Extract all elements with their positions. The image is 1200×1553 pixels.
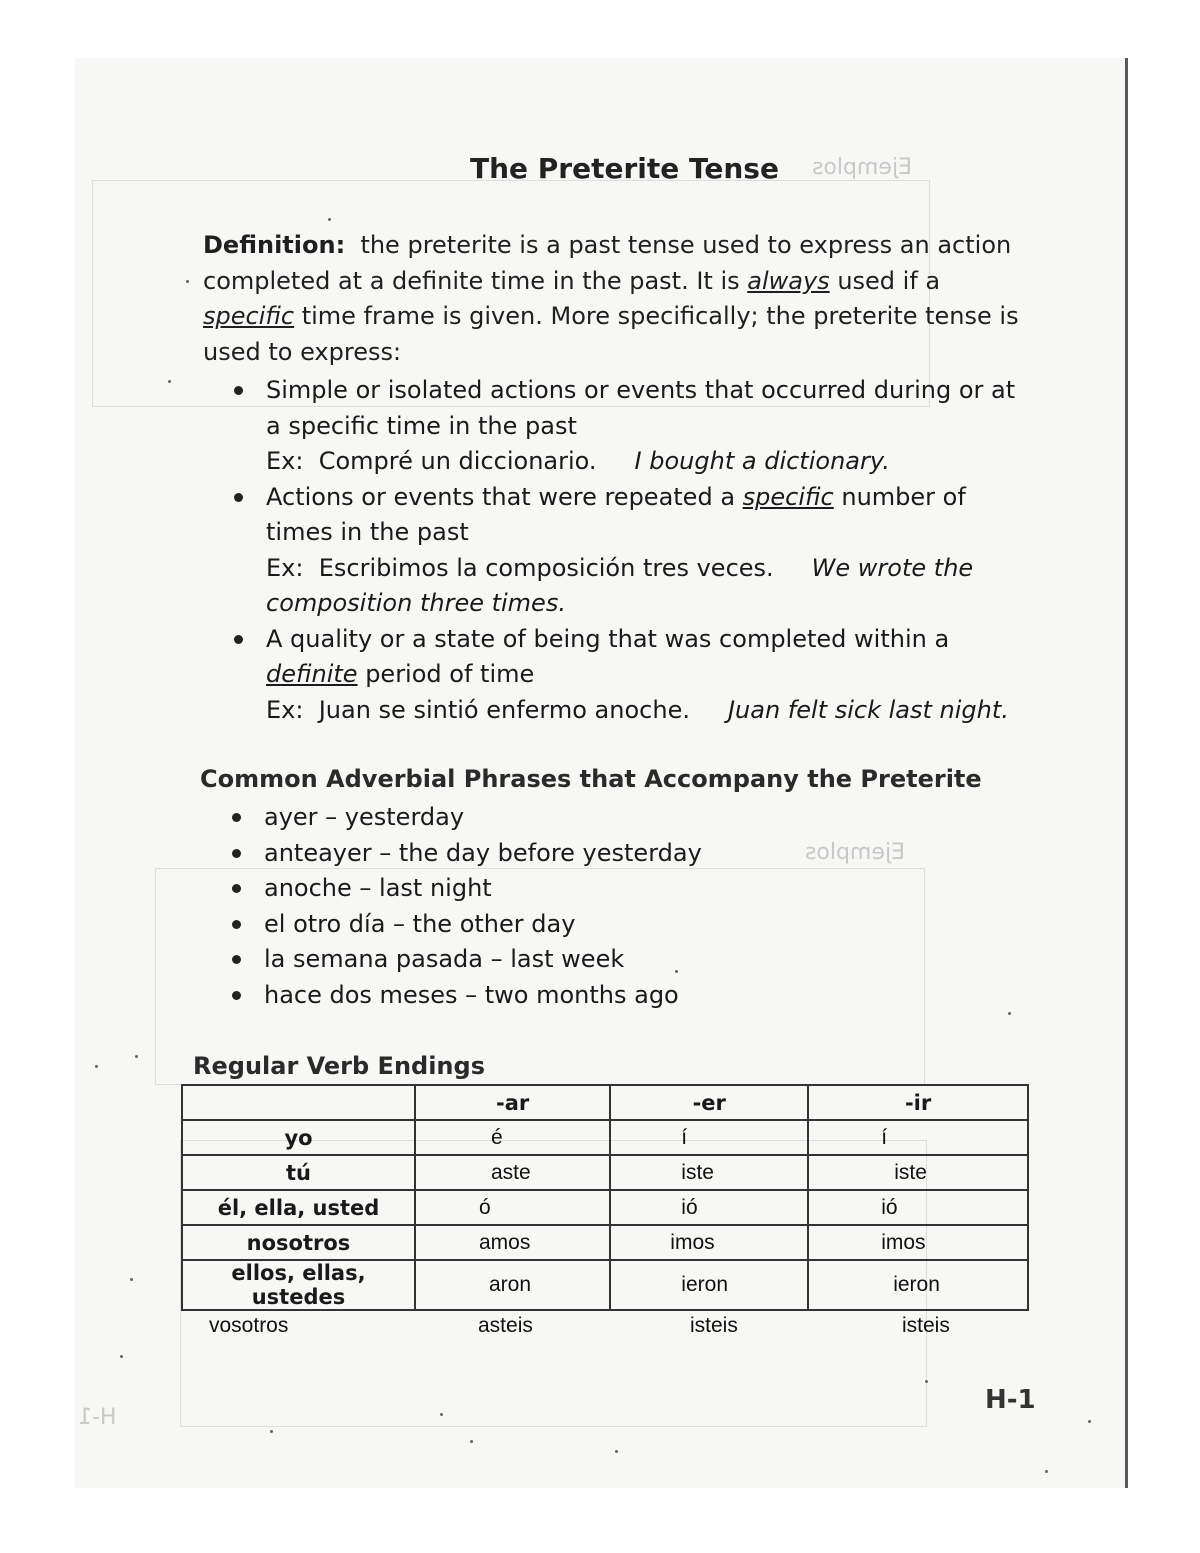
table-row: [182, 1190, 1028, 1225]
table-row: [182, 1225, 1028, 1260]
scan-speck: [186, 280, 189, 283]
emphasis-specific: specific: [742, 482, 834, 511]
definition-paragraph: [203, 228, 1033, 370]
scan-speck: [120, 1355, 123, 1358]
table-cell: ieron: [610, 1260, 808, 1310]
definition-label: Definition:: [203, 231, 346, 259]
adverbial-item: ayer – yesterday: [228, 800, 1028, 836]
use-item: [230, 373, 1030, 444]
use-item: [230, 480, 1030, 551]
example-english: We wrote the composition three times.: [266, 553, 974, 617]
page-number: H-1: [985, 1385, 1036, 1415]
endings-heading: Regular Verb Endings: [193, 1052, 485, 1080]
scan-speck: [1008, 1012, 1011, 1015]
vosotros-ending: isteis: [902, 1314, 950, 1337]
bleed-through-text: Ejemplos: [805, 840, 905, 865]
table-cell: amos: [415, 1225, 610, 1260]
table-cell: imos: [808, 1225, 1028, 1260]
column-header: -ar: [415, 1085, 610, 1120]
example-spanish: Compré un diccionario.: [318, 447, 597, 475]
scan-speck: [615, 1450, 618, 1453]
column-header: -er: [610, 1085, 808, 1120]
use-text: Actions or events that were repeated a: [266, 482, 743, 511]
row-header: ellos, ellas, ustedes: [182, 1260, 415, 1310]
scan-speck: [130, 1278, 133, 1281]
scan-speck: [1045, 1470, 1048, 1473]
bleed-through-text: Ejemplos: [812, 155, 912, 180]
use-example: [230, 444, 1030, 480]
uses-list: [230, 373, 1030, 728]
example-english: Juan felt sick last night.: [727, 695, 1009, 724]
table-row: [182, 1155, 1028, 1190]
page-title: The Preterite Tense: [470, 152, 779, 185]
scan-speck: [1088, 1420, 1091, 1423]
adverbial-item: anteayer – the day before yesterday: [228, 836, 1028, 872]
verb-endings-table: [181, 1084, 1029, 1311]
emphasis-always: always: [747, 266, 830, 295]
definition-text: used if a: [829, 266, 941, 295]
use-item: [230, 622, 1030, 693]
example-spanish: Juan se sintió enfermo anoche.: [318, 695, 690, 724]
example-label: Ex:: [266, 553, 304, 582]
table-cell: iste: [808, 1155, 1028, 1190]
table-cell: í: [808, 1120, 1028, 1155]
example-english: I bought a dictionary.: [634, 447, 890, 475]
table-cell: iste: [610, 1155, 808, 1190]
table-cell: imos: [610, 1225, 808, 1260]
use-text: Simple or isolated actions or events that occurred during or at a specific time in the past: [266, 376, 1016, 440]
table-cell: ió: [808, 1190, 1028, 1225]
column-header: -ir: [808, 1085, 1028, 1120]
table-cell: aron: [415, 1260, 610, 1310]
vosotros-label: vosotros: [209, 1314, 289, 1337]
table-cell: ió: [610, 1190, 808, 1225]
use-example: [230, 551, 1030, 622]
scan-speck: [135, 1055, 138, 1058]
scan-speck: [675, 970, 678, 973]
definition-text: time frame is given. More specifically; the preterite tense is used to express:: [203, 302, 1019, 366]
scan-speck: [440, 1413, 443, 1416]
scan-speck: [95, 1065, 98, 1068]
use-text: A quality or a state of being that was completed within a: [266, 624, 950, 653]
example-spanish: Escribimos la composición tres veces.: [318, 553, 774, 582]
row-header: yo: [182, 1120, 415, 1155]
use-example: [230, 693, 1030, 729]
adverbial-heading: Common Adverbial Phrases that Accompany the Preterite: [200, 765, 982, 793]
definition-text: the preterite is a past tense used to express an action completed at a definite time in the past. It is: [203, 231, 1012, 295]
scan-speck: [168, 380, 171, 383]
table-corner-cell: [182, 1085, 415, 1120]
adverbial-item: anoche – last night: [228, 871, 1028, 907]
scan-speck: [328, 218, 331, 221]
bleed-through-text: H-1: [78, 1405, 117, 1430]
row-header: nosotros: [182, 1225, 415, 1260]
table-cell: í: [610, 1120, 808, 1155]
vosotros-ending: isteis: [690, 1314, 738, 1337]
table-cell: aste: [415, 1155, 610, 1190]
scan-speck: [470, 1440, 473, 1443]
adverbial-list: [228, 800, 1028, 1013]
table-cell: é: [415, 1120, 610, 1155]
table-cell: ó: [415, 1190, 610, 1225]
adverbial-item: hace dos meses – two months ago: [228, 978, 1028, 1014]
use-text: period of time: [357, 660, 535, 688]
adverbial-item: el otro día – the other day: [228, 907, 1028, 943]
row-header: él, ella, usted: [182, 1190, 415, 1225]
table-header-row: [182, 1085, 1028, 1120]
scan-speck: [270, 1430, 273, 1433]
scan-speck: [925, 1380, 928, 1383]
table-row: [182, 1260, 1028, 1310]
example-label: Ex:: [266, 695, 304, 724]
row-header: tú: [182, 1155, 415, 1190]
emphasis-definite: definite: [266, 660, 358, 688]
use-text: number of times in the past: [266, 482, 966, 546]
table-row: [182, 1120, 1028, 1155]
emphasis-specific: specific: [203, 302, 295, 330]
table-cell: ieron: [808, 1260, 1028, 1310]
adverbial-item: la semana pasada – last week: [228, 942, 1028, 978]
example-label: Ex:: [266, 447, 304, 475]
vosotros-ending: asteis: [478, 1314, 533, 1337]
